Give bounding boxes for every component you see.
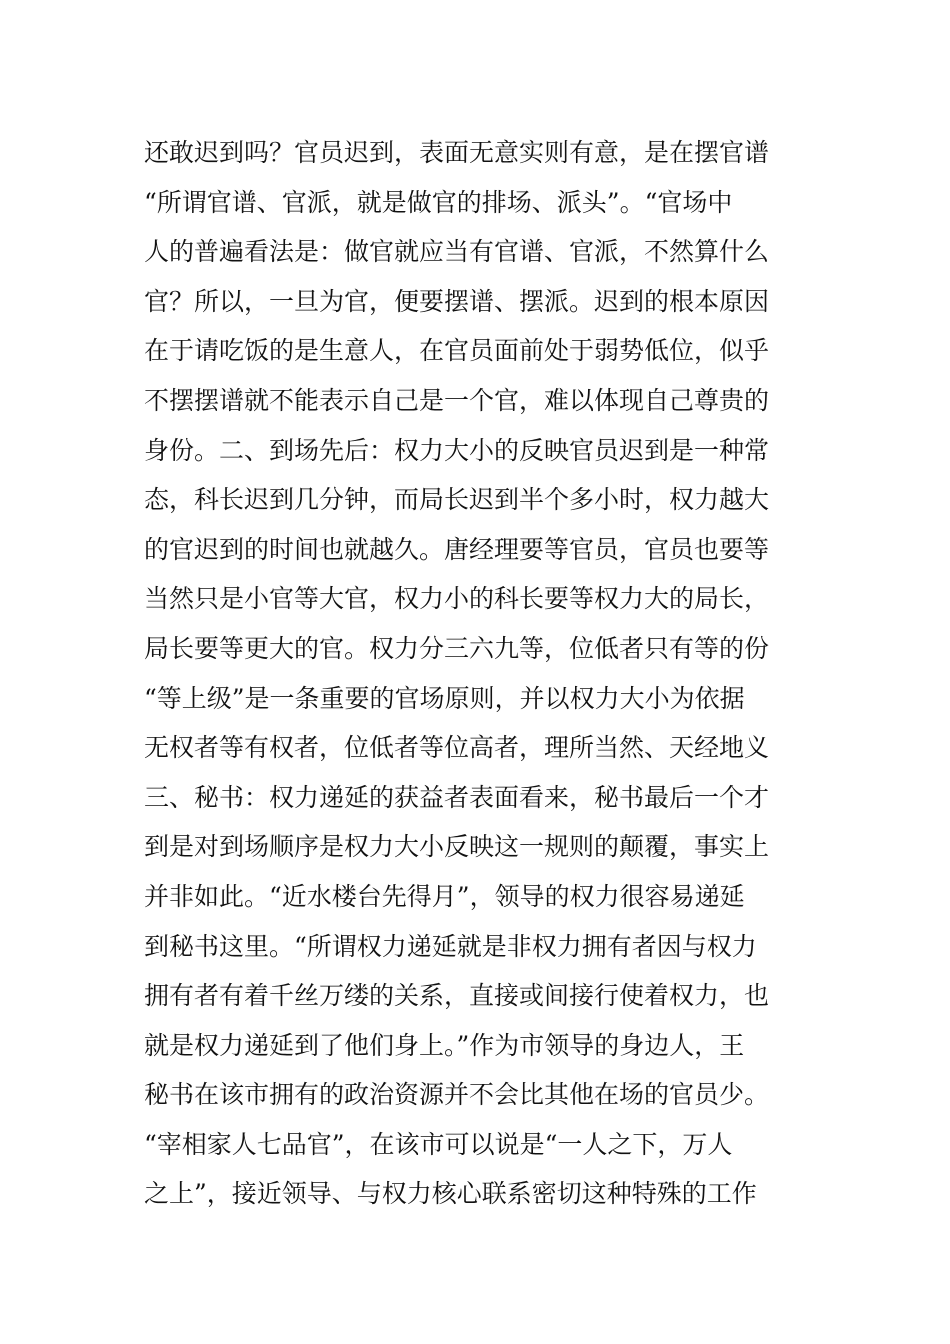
text-line: “等上级”是一条重要的官场原则，并以权力大小为依据 <box>144 683 745 713</box>
text-line: 当然只是小官等大官，权力小的科长要等权力大的局长， <box>144 584 770 614</box>
text-line: 到是对到场顺序是权力大小反映这一规则的颠覆，事实上 <box>144 832 770 862</box>
text-line: “所谓官谱、官派，就是做官的排场、派头”。“官场中 <box>144 187 733 217</box>
text-line: 到秘书这里。“所谓权力递延就是非权力拥有者因与权力 <box>144 931 757 961</box>
text-line: 不摆摆谱就不能表示自己是一个官，难以体现自己尊贵的 <box>144 385 770 415</box>
text-line: 并非如此。“近水楼台先得月”，领导的权力很容易递延 <box>144 881 745 911</box>
text-line: 就是权力递延到了他们身上。”作为市领导的身边人，王 <box>144 1030 745 1060</box>
text-line: 三、秘书：权力递延的获益者表面看来，秘书最后一个才 <box>144 782 770 812</box>
text-line: 还敢迟到吗？官员迟到，表面无意实则有意，是在摆官谱 <box>144 138 770 167</box>
text-line: 官？所以，一旦为官，便要摆谱、摆派。迟到的根本原因 <box>144 286 770 316</box>
text-line: 局长要等更大的官。权力分三六九等，位低者只有等的份 <box>144 633 770 663</box>
text-line: 的官迟到的时间也就越久。唐经理要等官员，官员也要等 <box>144 534 770 564</box>
text-line: 人的普遍看法是：做官就应当有官谱、官派，不然算什么 <box>144 237 770 267</box>
text-line: 无权者等有权者，位低者等位高者，理所当然、天经地义 <box>144 733 770 763</box>
text-line: 秘书在该市拥有的政治资源并不会比其他在场的官员少。 <box>144 1080 770 1110</box>
text-line: 在于请吃饭的是生意人，在官员面前处于弱势低位，似乎 <box>144 336 770 366</box>
text-line: 之上”，接近领导、与权力核心联系密切这种特殊的工作 <box>144 1179 757 1209</box>
text-line: 身份。二、到场先后：权力大小的反映官员迟到是一种常 <box>144 435 770 465</box>
body-text <box>144 128 824 1219</box>
text-line: “宰相家人七品官”，在该市可以说是“一人之下，万人 <box>144 1129 733 1159</box>
text-line: 态，科长迟到几分钟，而局长迟到半个多小时，权力越大 <box>144 485 770 515</box>
text-line: 拥有者有着千丝万缕的关系，直接或间接行使着权力，也 <box>144 981 770 1011</box>
